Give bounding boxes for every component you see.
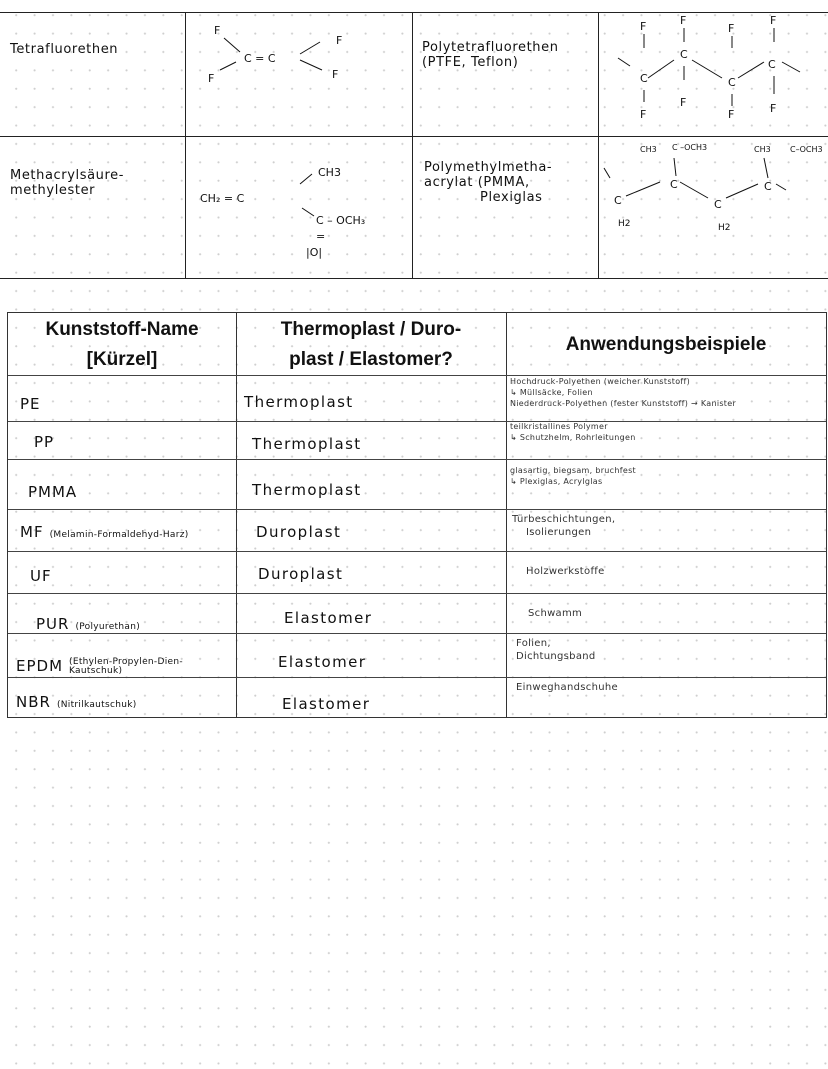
abbreviation-note: (Ethylen-Propylen-Dien-Kautschuk) <box>69 656 183 676</box>
table-row-type: Elastomer <box>282 695 371 713</box>
svg-text:F: F <box>728 108 735 121</box>
svg-text:CH3: CH3 <box>318 166 341 179</box>
example-line: Isolierungen <box>526 527 592 538</box>
header-kunststoff-name <box>8 315 236 375</box>
fluorine-label: F <box>336 34 343 47</box>
table-row-name <box>28 483 77 501</box>
header-text: [Kürzel] <box>86 349 158 370</box>
abbreviation: PP <box>34 433 55 451</box>
svg-text:|O|: |O| <box>306 246 323 259</box>
svg-text:CH3: CH3 <box>754 145 771 154</box>
svg-text:C: C <box>714 198 722 211</box>
pmma-chain-formula <box>604 138 826 238</box>
example-line: ↳ Schutzhelm, Rohrleitungen <box>510 433 636 442</box>
monomer-name: Tetrafluorethen <box>10 42 119 57</box>
header-text: plast / Elastomer? <box>289 349 453 370</box>
column-divider <box>185 12 186 278</box>
polymer-name-line: Polymethylmetha- <box>424 160 553 175</box>
table-row-name <box>30 567 52 585</box>
row-divider <box>8 633 826 634</box>
monomer-name-line: Methacrylsäure- <box>10 168 125 183</box>
example-line: glasartig, biegsam, bruchfest <box>510 466 636 475</box>
monomer-name <box>10 168 124 198</box>
example-line: Einweghandschuhe <box>516 682 618 693</box>
table-row-examples <box>510 465 636 487</box>
table-row-examples <box>526 565 605 578</box>
table-row-name <box>16 657 189 676</box>
row-divider <box>8 593 826 594</box>
svg-text:F: F <box>770 102 777 115</box>
polymer-name <box>424 160 552 205</box>
tetrafluorethen-formula <box>200 20 360 90</box>
column-divider <box>412 12 413 278</box>
row-divider <box>8 677 826 678</box>
methacrylate-formula <box>196 152 408 270</box>
abbreviation-note: (Polyurethan) <box>75 622 141 632</box>
table-row-examples <box>516 681 618 694</box>
table-border-top <box>0 12 828 13</box>
table-row-type: Thermoplast <box>252 435 362 453</box>
polymer-name-line: (PTFE, Teflon) <box>422 55 519 70</box>
abbreviation-note: (Melamin-Formaldehyd-Harz) <box>49 530 189 540</box>
ptfe-chain-formula <box>604 14 826 132</box>
monomer-name-line: methylester <box>10 183 96 198</box>
abbreviation: NBR <box>16 693 51 711</box>
abbreviation: EPDM <box>16 657 64 675</box>
svg-text:C: C <box>768 58 776 71</box>
svg-text:H2: H2 <box>618 219 631 229</box>
svg-text:C: C <box>670 178 678 191</box>
svg-text:C: C <box>640 72 648 85</box>
table-row-type: Thermoplast <box>244 393 354 411</box>
header-text: Kunststoff-Name <box>45 319 199 340</box>
example-line: Hochdruck-Polyethen (weicher Kunststoff) <box>510 377 691 386</box>
svg-text:H2: H2 <box>718 223 731 233</box>
polymer-name-line: acrylat (PMMA, <box>424 175 530 190</box>
table-row-name <box>20 523 189 541</box>
table-row-name <box>20 395 41 413</box>
polymer-structures-table <box>0 12 828 280</box>
row-divider <box>8 459 826 460</box>
table-row-examples <box>516 637 596 663</box>
table-row-type: Elastomer <box>284 609 373 627</box>
table-row-name <box>36 615 140 633</box>
polymer-name <box>422 40 559 70</box>
row-divider <box>8 509 826 510</box>
kunststoff-table <box>7 312 827 718</box>
abbreviation: UF <box>30 567 52 585</box>
svg-text:F: F <box>640 20 647 33</box>
table-row-examples <box>528 607 582 620</box>
example-line: ↳ Müllsäcke, Folien <box>510 388 593 397</box>
svg-text:F: F <box>680 96 687 109</box>
svg-text:F: F <box>770 14 777 27</box>
polymer-name-line: Polytetrafluorethen <box>422 40 559 55</box>
example-line: ↳ Plexiglas, Acrylglas <box>510 477 603 486</box>
svg-text:CH₂ = C: CH₂ = C <box>200 192 245 205</box>
example-line: Niederdruck-Polyethen (fester Kunststoff) → Kanister <box>510 399 737 408</box>
polymer-name-line: Plexiglas <box>480 190 543 205</box>
column-divider <box>598 12 599 278</box>
table-row-examples <box>510 376 736 409</box>
table-row-divider <box>0 136 828 137</box>
svg-text:CH3: CH3 <box>640 145 657 154</box>
table-row-type: Duroplast <box>256 523 342 541</box>
svg-text:F: F <box>728 22 735 35</box>
fluorine-label: F <box>332 68 339 81</box>
svg-text:C: C <box>764 180 772 193</box>
example-line: teilkristallines Polymer <box>510 422 608 431</box>
abbreviation: PMMA <box>28 483 78 501</box>
column-divider <box>506 313 507 717</box>
abbreviation: MF <box>20 523 44 541</box>
row-divider <box>8 551 826 552</box>
example-line: Holzwerkstoffe <box>526 566 605 577</box>
abbreviation: PE <box>20 395 41 413</box>
svg-text:F: F <box>640 108 647 121</box>
fluorine-label: F <box>214 24 221 37</box>
table-row-type: Thermoplast <box>252 481 362 499</box>
row-divider <box>8 421 826 422</box>
table-row-name <box>16 693 137 711</box>
table-row-type: Elastomer <box>278 653 367 671</box>
svg-text:F: F <box>680 14 687 27</box>
svg-text:C: C <box>728 76 736 89</box>
table-border-bottom <box>0 278 828 279</box>
example-line: Schwamm <box>528 608 583 619</box>
abbreviation-note: (Nitrilkautschuk) <box>56 700 137 710</box>
svg-text:C –OCH3: C –OCH3 <box>672 143 708 152</box>
abbreviation: PUR <box>36 615 70 633</box>
table-row-examples <box>510 421 636 443</box>
example-line: Türbeschichtungen, <box>512 514 616 525</box>
table-row-examples <box>512 513 615 539</box>
svg-text:C: C <box>614 194 622 207</box>
table-row-name <box>34 433 54 451</box>
svg-text:C: C <box>680 48 688 61</box>
header-anwendungsbeispiele: Anwendungsbeispiele <box>565 334 767 355</box>
example-line: Dichtungsband <box>516 651 596 662</box>
svg-text:C – OCH₃: C – OCH₃ <box>316 214 366 227</box>
svg-text:=: = <box>316 230 326 243</box>
table-row-type: Duroplast <box>258 565 344 583</box>
header-kunststoff-type <box>236 315 506 375</box>
svg-text:C–OCH3: C–OCH3 <box>790 145 823 154</box>
example-line: Folien, <box>516 638 551 649</box>
fluorine-label: F <box>208 72 215 85</box>
double-bond-core: C = C <box>244 52 276 65</box>
header-text: Thermoplast / Duro- <box>280 319 462 340</box>
